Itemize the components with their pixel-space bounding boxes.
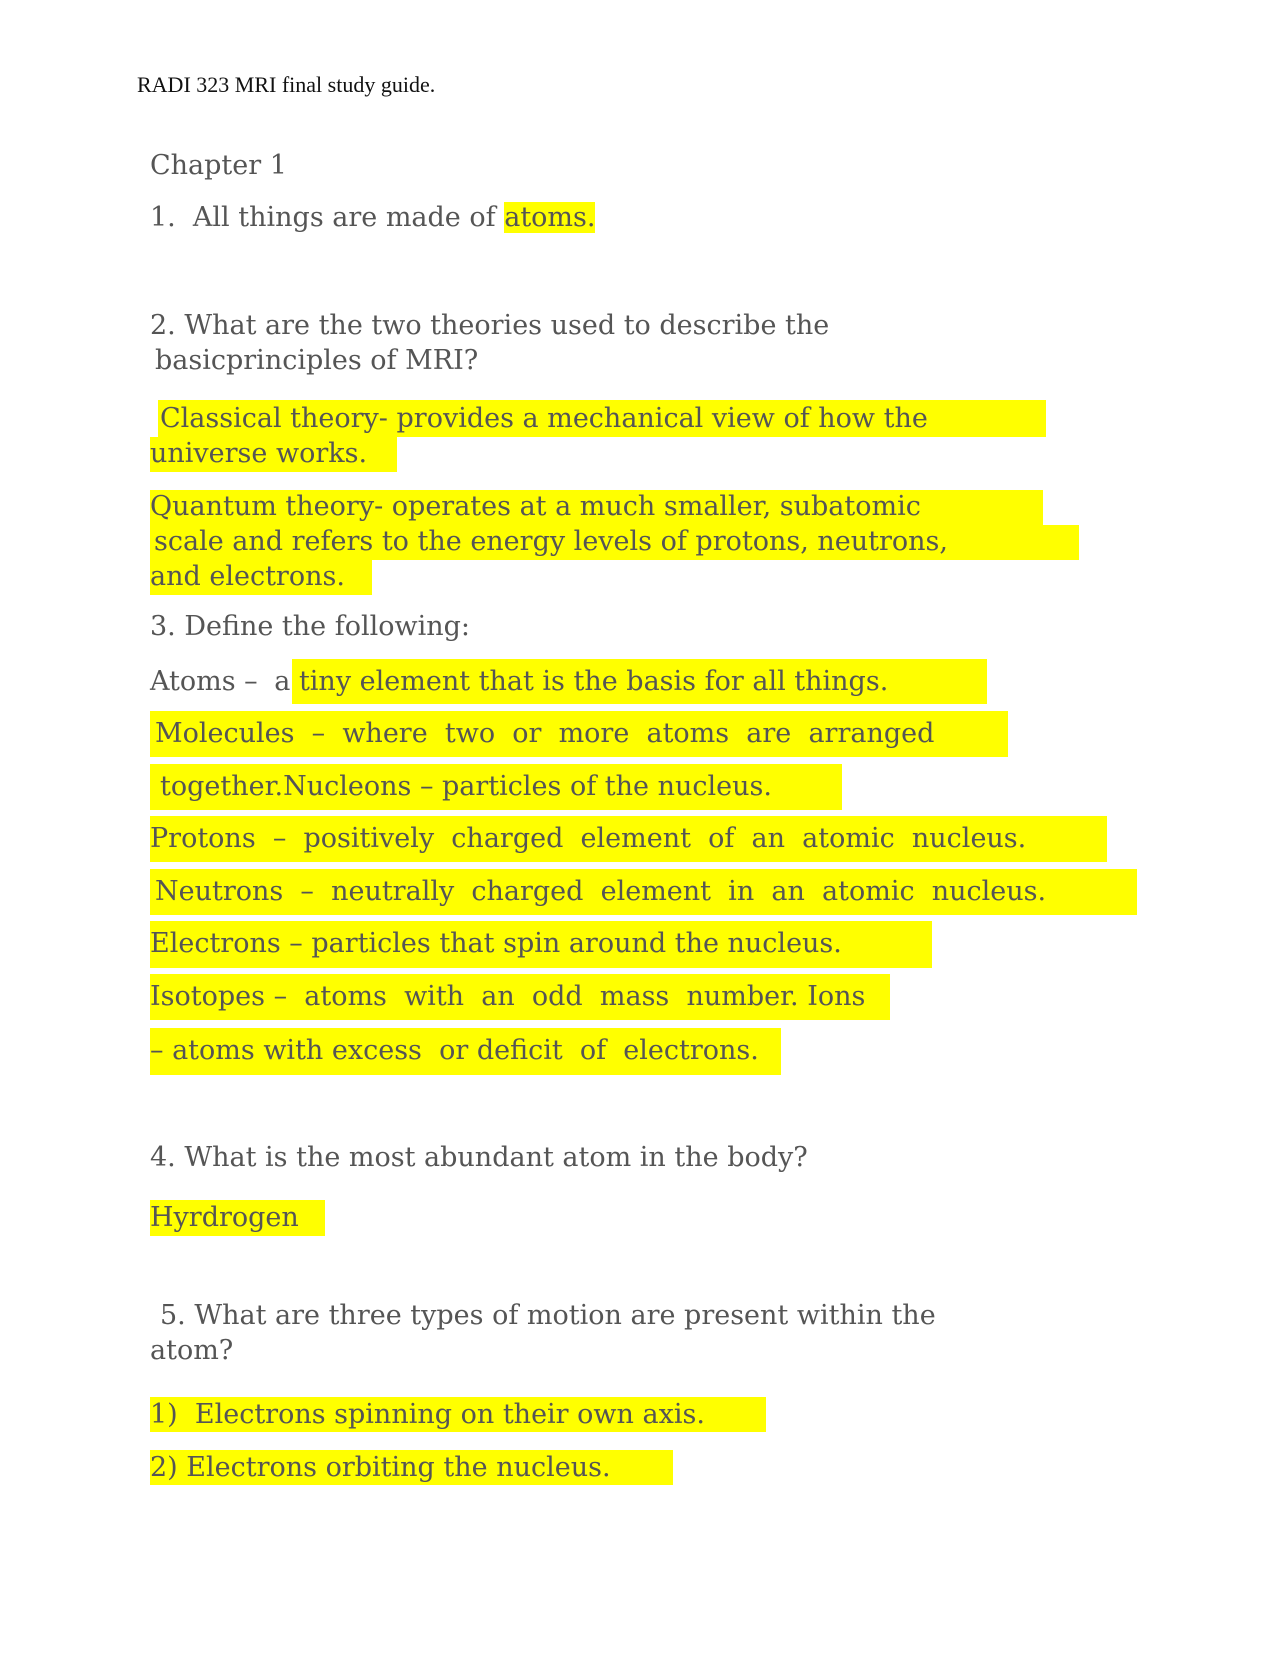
q5-answer-2 xyxy=(150,1450,611,1485)
q4-answer-text: Hyrdrogen xyxy=(150,1202,299,1233)
atoms-definition: a tiny element that is the basis for all things. xyxy=(274,666,889,697)
q2-question-text: 2. What are the two theories used to describe the xyxy=(150,310,830,341)
protons-line xyxy=(150,821,1026,856)
atoms-line xyxy=(150,664,888,699)
neutrons-definition: Neutrons – neutrally charged element in an atomic nucleus. xyxy=(155,876,1047,907)
q5-question-line2 xyxy=(150,1333,233,1368)
molecules-definition: Molecules – where two or more atoms are arranged xyxy=(155,718,935,749)
q1-answer-highlight: atoms. xyxy=(504,202,596,233)
chapter-heading xyxy=(150,148,287,183)
electrons-definition: Electrons – particles that spin around the nucleus. xyxy=(150,928,842,959)
q5-answer-2-text: 2) Electrons orbiting the nucleus. xyxy=(150,1452,611,1483)
classical-line2 xyxy=(150,436,367,471)
atoms-term: Atoms – xyxy=(150,666,267,697)
q5-answer-1 xyxy=(150,1397,705,1432)
ions-line xyxy=(150,1033,759,1068)
chapter-heading-text: Chapter 1 xyxy=(150,150,287,181)
q5-question-line1 xyxy=(160,1298,936,1333)
neutrons-line xyxy=(155,874,1046,909)
quantum-line2 xyxy=(154,524,948,559)
quantum-theory-text: Quantum theory- operates at a much smaller, subatomic xyxy=(150,491,921,522)
q3-question xyxy=(150,609,470,644)
q1-text: 1. All things are made of xyxy=(150,202,505,233)
quantum-theory-text-cont: scale and refers to the energy levels of protons, neutrons, xyxy=(154,526,948,557)
q4-question-text: 4. What is the most abundant atom in the body? xyxy=(150,1142,808,1173)
molecules-line xyxy=(155,716,934,751)
classical-theory-text-cont: universe works. xyxy=(150,438,368,469)
document-title: RADI 323 MRI final study guide. xyxy=(137,72,436,97)
isotopes-line xyxy=(150,979,865,1014)
classical-theory-text: Classical theory- provides a mechanical view of how the xyxy=(160,403,928,434)
ions-definition: – atoms with excess or deficit of electrons. xyxy=(150,1035,759,1066)
q4-answer xyxy=(150,1200,299,1235)
q2-question-line2 xyxy=(155,343,478,378)
q3-question-text: 3. Define the following: xyxy=(150,611,471,642)
nucleons-definition: together.Nucleons – particles of the nucleus. xyxy=(160,771,772,802)
quantum-theory-text-end: and electrons. xyxy=(150,561,345,592)
q4-question xyxy=(150,1140,808,1175)
q1-line xyxy=(150,200,595,235)
q5-question-text-cont: atom? xyxy=(150,1335,234,1366)
quantum-line1 xyxy=(150,489,921,524)
q5-answer-1-text: 1) Electrons spinning on their own axis. xyxy=(150,1399,705,1430)
quantum-line3 xyxy=(150,559,345,594)
isotopes-definition: Isotopes – atoms with an odd mass number. Ions xyxy=(150,981,866,1012)
electrons-line xyxy=(150,926,842,961)
classical-line1 xyxy=(160,401,928,436)
q5-question-text: 5. What are three types of motion are present within the xyxy=(160,1300,936,1331)
q2-question-text-cont: basicprinciples of MRI? xyxy=(155,345,479,376)
nucleons-line xyxy=(160,769,772,804)
protons-definition: Protons – positively charged element of an atomic nucleus. xyxy=(150,823,1027,854)
q2-question-line1 xyxy=(150,308,829,343)
